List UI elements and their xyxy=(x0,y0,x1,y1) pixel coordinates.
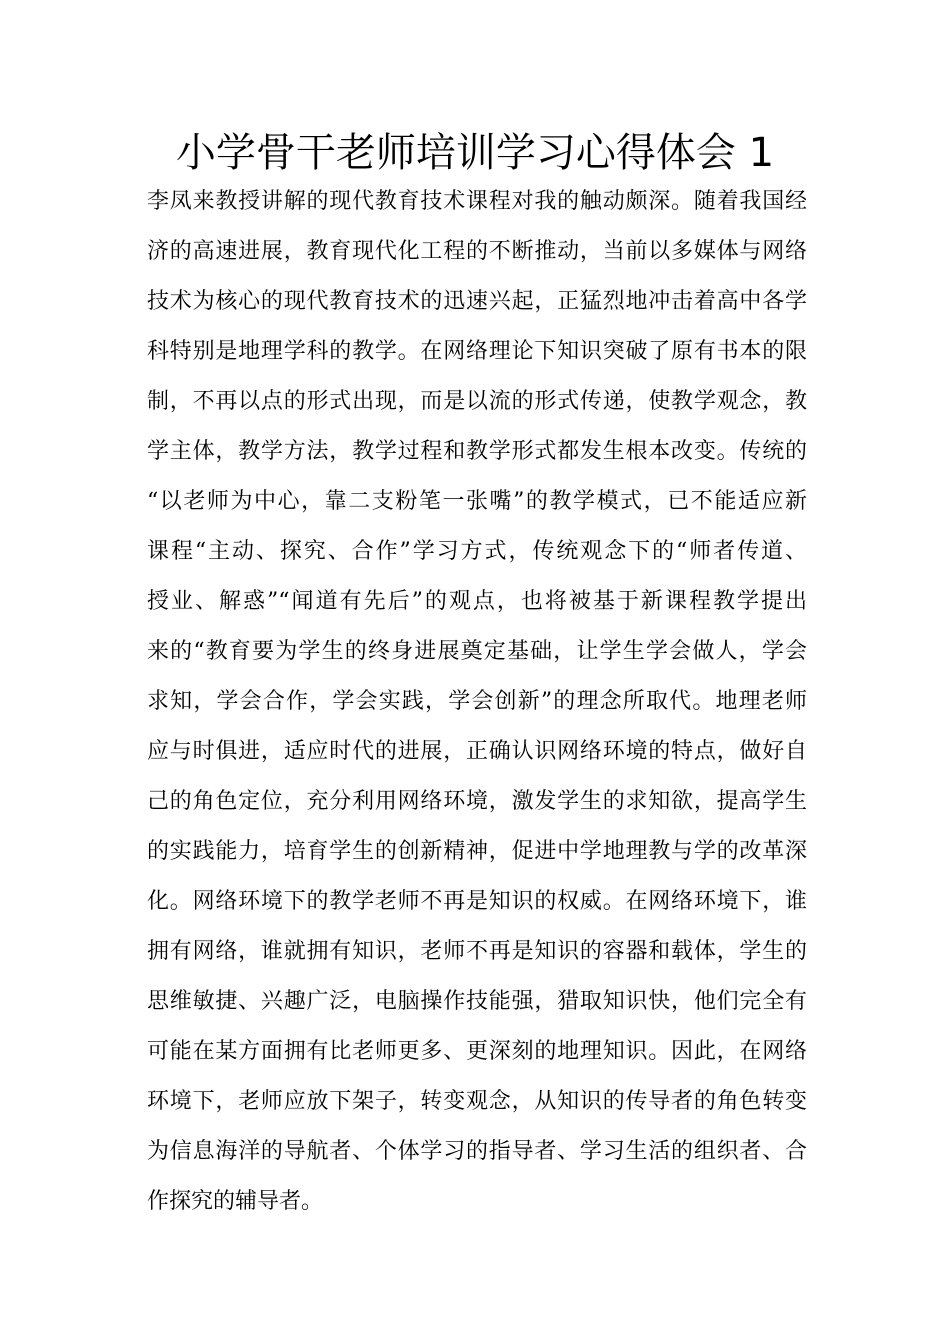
paragraph-line: 应与时俱进，适应时代的进展，正确认识网络环境的特点，做好自 xyxy=(147,739,807,764)
paragraph-line: 化。网络环境下的教学老师不再是知识的权威。在网络环境下，谁 xyxy=(147,889,807,914)
paragraph-line: 己的角色定位，充分利用网络环境，激发学生的求知欲，提高学生 xyxy=(147,789,807,814)
document-title: 小学骨干老师培训学习心得体会 1 xyxy=(175,130,775,176)
paragraph-line: 学主体，教学方法，教学过程和教学形式都发生根本改变。传统的 xyxy=(147,439,807,464)
paragraph-line: 思维敏捷、兴趣广泛，电脑操作技能强，猎取知识快，他们完全有 xyxy=(147,989,807,1014)
paragraph-line: 的实践能力，培育学生的创新精神，促进中学地理教与学的改革深 xyxy=(147,839,807,864)
paragraph-line: 济的高速进展，教育现代化工程的不断推动，当前以多媒体与网络 xyxy=(147,239,807,264)
paragraph-line: 授业、解惑”“闻道有先后”的观点，也将被基于新课程教学提出 xyxy=(147,589,807,614)
paragraph-line: 拥有网络，谁就拥有知识，老师不再是知识的容器和载体，学生的 xyxy=(147,939,807,964)
paragraph-line: 为信息海洋的导航者、个体学习的指导者、学习生活的组织者、合 xyxy=(147,1139,807,1164)
paragraph-line: 可能在某方面拥有比老师更多、更深刻的地理知识。因此，在网络 xyxy=(147,1039,807,1064)
paragraph-line: “以老师为中心，靠二支粉笔一张嘴”的教学模式，已不能适应新 xyxy=(147,489,807,514)
paragraph-line: 科特别是地理学科的教学。在网络理论下知识突破了原有书本的限 xyxy=(147,339,807,364)
paragraph-line: 求知，学会合作，学会实践，学会创新”的理念所取代。地理老师 xyxy=(147,689,807,714)
body-paragraph xyxy=(147,177,807,1227)
paragraph-line: 来的“教育要为学生的终身进展奠定基础，让学生学会做人，学会 xyxy=(147,639,807,664)
paragraph-line: 制，不再以点的形式出现，而是以流的形式传递，使教学观念，教 xyxy=(147,389,807,414)
paragraph-line: 李凤来教授讲解的现代教育技术课程对我的触动颇深。随着我国经 xyxy=(147,189,807,214)
paragraph-line: 技术为核心的现代教育技术的迅速兴起，正猛烈地冲击着高中各学 xyxy=(147,289,807,314)
paragraph-line: 课程“主动、探究、合作”学习方式，传统观念下的“师者传道、 xyxy=(147,539,807,564)
paragraph-line: 环境下，老师应放下架子，转变观念，从知识的传导者的角色转变 xyxy=(147,1089,807,1114)
paragraph-line: 作探究的辅导者。 xyxy=(147,1189,324,1214)
